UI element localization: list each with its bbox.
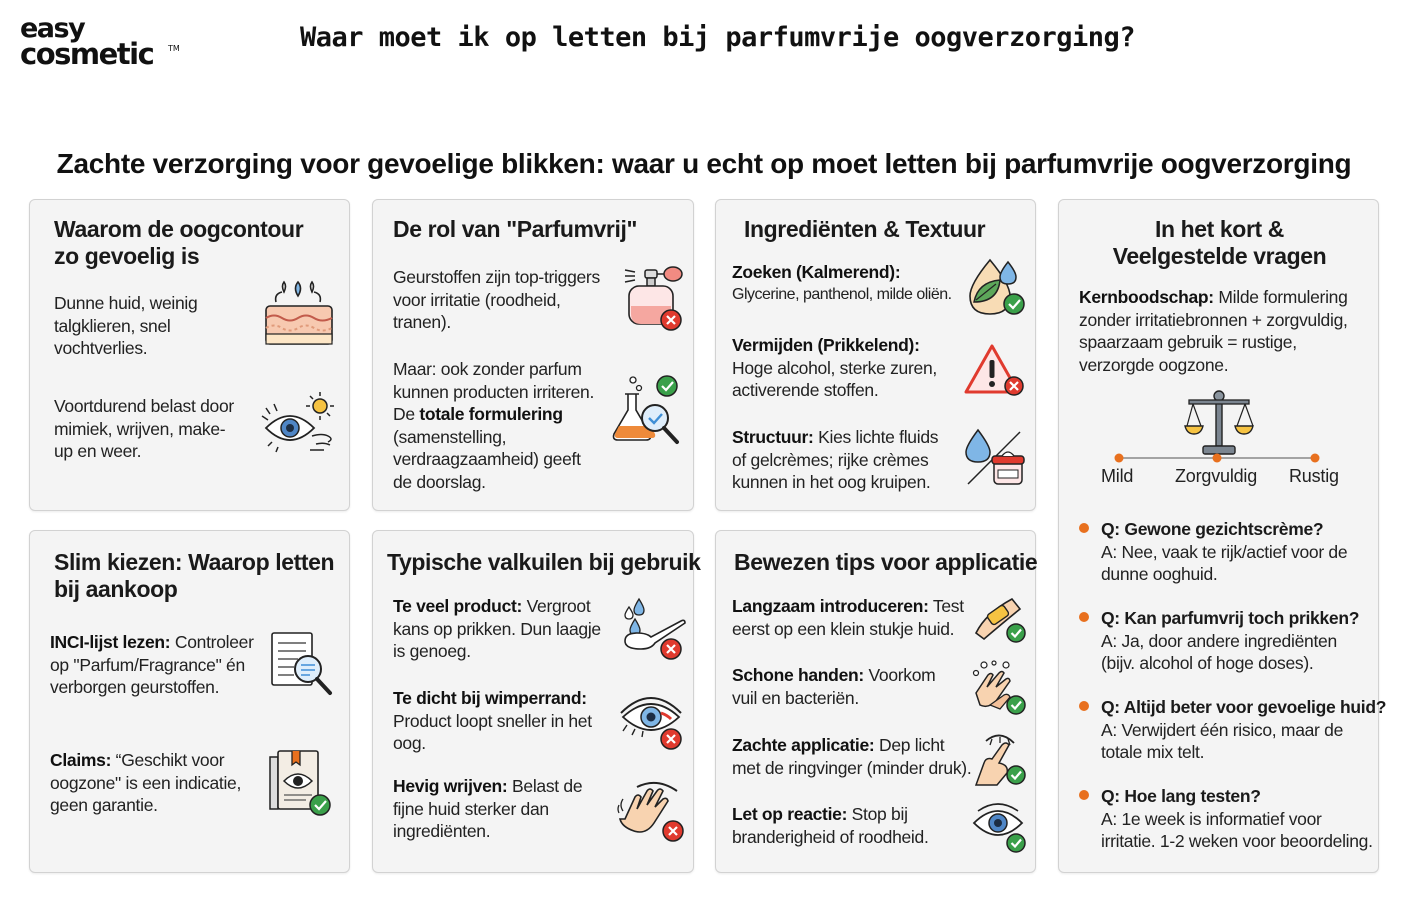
text-line: oogzone" is een indicatie, <box>50 772 242 793</box>
text-line: eerst op een klein stukje huid. <box>732 618 955 639</box>
text-line <box>732 664 982 687</box>
text-line: verzorgde oogzone. <box>1079 354 1229 375</box>
faq-item <box>1079 696 1387 766</box>
warning-triangle-icon <box>964 342 1028 400</box>
card-tips-reaction <box>732 803 982 848</box>
scale-label-rustig: Rustig <box>1289 466 1339 486</box>
scale-label-zorgvuldig: Zorgvuldig <box>1175 466 1258 486</box>
text-line: verborgen geurstoffen. <box>50 677 220 697</box>
text-emphasis: Langzaam introduceren: <box>732 596 929 616</box>
text-line: ingrediënten. <box>393 821 491 841</box>
finger-dab-icon <box>970 729 1030 789</box>
text-emphasis: INCI-lijst lezen: <box>50 632 171 652</box>
eye-lashline-icon <box>617 689 687 755</box>
card-rol-text-1 <box>393 266 623 334</box>
card-rol-title: De rol van "Parfumvrij" <box>393 216 637 242</box>
text-line: spaarzaam gebruik = rustige, <box>1079 332 1297 352</box>
drop-cream-jar-icon <box>964 428 1028 490</box>
faq-question: Q: Kan parfumvrij toch prikken? <box>1101 608 1360 628</box>
faq-bullet <box>1079 701 1089 711</box>
card-valkuilen-too-much <box>393 595 623 663</box>
card-valkuilen-title: Typische valkuilen bij gebruik <box>387 549 701 575</box>
text-line: zonder irritatiebronnen + zorgvuldig, <box>1079 309 1348 330</box>
text-line: Product loopt sneller in het <box>393 710 592 731</box>
card-tips-apply <box>732 734 992 779</box>
text-line: vochtverlies. <box>54 338 148 358</box>
text-line: voor irritatie (roodheid, <box>393 289 561 310</box>
card-tips-title: Bewezen tips voor applicatie <box>734 549 1038 575</box>
card-waarom-title-line2: zo gevoelig is <box>54 243 200 269</box>
text-line <box>732 734 992 757</box>
text-span: Test <box>928 596 964 616</box>
text-line: is genoeg. <box>393 641 471 661</box>
brand-logo <box>20 14 190 70</box>
card-waarom <box>29 199 350 511</box>
text-line <box>393 595 623 618</box>
card-valkuilen-lashline <box>393 687 623 755</box>
text-line: geen garantie. <box>50 795 158 815</box>
text-line: Dunne huid, weinig <box>54 293 198 313</box>
scale-label-mild: Mild <box>1101 466 1134 486</box>
text-span: Belast de <box>507 776 583 796</box>
patch-test-icon <box>972 589 1030 647</box>
card-valkuilen <box>372 530 701 873</box>
text-span: De <box>393 404 420 424</box>
text-line: talgklieren, snel <box>54 315 171 336</box>
card-waarom-title <box>54 216 344 270</box>
faq-item <box>1079 607 1379 677</box>
text-line: kunnen in het oog kruipen. <box>732 472 931 492</box>
eye-sun-wind-icon <box>260 388 340 460</box>
text-span: Vergroot <box>522 596 591 616</box>
text-emphasis: Let op reactie: <box>732 804 848 824</box>
text-line: dunne ooghuid. <box>1101 564 1218 584</box>
mild-scale <box>1099 448 1339 488</box>
spatula-drops-icon <box>621 597 687 663</box>
text-line <box>50 749 270 772</box>
text-emphasis: Zoeken (Kalmerend): <box>732 262 901 282</box>
text-line: kunnen producten irriteren. <box>393 381 595 402</box>
text-span: Kies lichte fluids <box>813 427 939 447</box>
card-waarom-title-line1: Waarom de oogcontour <box>54 216 304 242</box>
text-line: totale mix telt. <box>1101 742 1205 762</box>
skin-layers-icon <box>262 278 337 350</box>
text-line: branderigheid of roodheid. <box>732 826 929 847</box>
text-emphasis: Zachte applicatie: <box>732 735 875 755</box>
text-line: activerende stoffen. <box>732 380 879 400</box>
text-line: (bijv. alcohol of hoge doses). <box>1101 653 1314 673</box>
faq-bullet <box>1079 612 1089 622</box>
text-line <box>732 334 972 357</box>
brand-logo-line1: easy <box>20 13 85 44</box>
text-line <box>50 631 270 654</box>
card-kiezen-title-line1: Slim kiezen: Waarop letten <box>54 549 335 575</box>
card-waarom-text-1 <box>54 292 254 360</box>
eye-package-icon <box>266 747 336 819</box>
text-line <box>393 687 623 710</box>
card-ingredienten-title: Ingrediënten & Textuur <box>744 216 986 242</box>
brand-trademark: TM <box>168 44 180 53</box>
perfume-bottle-icon <box>623 262 687 334</box>
card-waarom-text-2 <box>54 395 264 463</box>
text-line: Hoge alcohol, sterke zuren, <box>732 357 937 378</box>
text-line: A: Verwijdert één risico, maar de <box>1101 720 1344 740</box>
text-line: A: Ja, door andere ingrediënten <box>1101 631 1337 651</box>
text-line: of gelcrèmes; rijke crèmes <box>732 449 929 470</box>
text-emphasis: totale formulering <box>419 404 563 424</box>
text-line: mimiek, wrijven, make- <box>54 418 226 439</box>
text-line: Voortdurend belast door <box>54 396 234 416</box>
card-ingredienten-avoid <box>732 334 972 402</box>
text-line: kans op prikken. Dun laagje <box>393 618 601 639</box>
faq-question: Q: Hoe lang testen? <box>1101 786 1261 806</box>
card-kort <box>1058 199 1387 873</box>
text-line: vuil en bacteriën. <box>732 687 859 708</box>
text-line: (samenstelling, <box>393 426 507 447</box>
text-span: Voorkom <box>863 665 936 685</box>
text-span: Controleer <box>170 632 254 652</box>
text-line <box>732 803 982 826</box>
text-emphasis: Te dicht bij wimperrand: <box>393 688 587 708</box>
flask-magnifier-icon <box>611 374 687 450</box>
card-kiezen-title-line2: bij aankoop <box>54 576 178 602</box>
faq-item <box>1079 518 1379 588</box>
text-line: fijne huid sterker dan <box>393 798 549 819</box>
card-ingredienten-search <box>732 261 972 305</box>
faq-answer <box>1101 630 1391 674</box>
text-line: tranen). <box>393 312 451 332</box>
text-line <box>1079 286 1374 309</box>
text-span: Stop bij <box>847 804 908 824</box>
text-line <box>393 403 623 426</box>
text-line: Maar: ook zonder parfum <box>393 359 582 379</box>
text-line: A: Nee, vaak te rijk/actief voor de <box>1101 542 1348 562</box>
card-kort-title <box>1059 216 1380 270</box>
text-line: verdraagzaamheid) geeft <box>393 449 581 469</box>
text-line: de doorslag. <box>393 471 486 492</box>
card-rol-text-2 <box>393 358 623 493</box>
card-kiezen-claims <box>50 749 270 817</box>
faq-answer <box>1101 808 1391 852</box>
text-line: irritatie. 1-2 weken voor beoordeling. <box>1101 831 1373 851</box>
document-magnifier-icon <box>268 629 334 699</box>
text-line: Glycerine, panthenol, milde oliën. <box>732 285 952 303</box>
text-line <box>393 775 623 798</box>
washing-hands-icon <box>970 659 1030 719</box>
card-rol <box>372 199 694 511</box>
card-kiezen-inci <box>50 631 270 699</box>
text-emphasis: Schone handen: <box>732 665 864 685</box>
faq-question: Q: Altijd beter voor gevoelige huid? <box>1101 697 1387 717</box>
card-valkuilen-rubbing <box>393 775 623 843</box>
faq-item <box>1079 785 1379 855</box>
text-line: Geurstoffen zijn top-triggers <box>393 267 600 287</box>
text-line: op "Parfum/Fragrance" én <box>50 654 245 675</box>
text-emphasis: Vermijden (Prikkelend): <box>732 335 920 355</box>
text-line: oog. <box>393 733 426 753</box>
text-emphasis: Te veel product: <box>393 596 523 616</box>
page-title: Waar moet ik op letten bij parfumvrije oogverzorging? <box>300 22 1136 53</box>
page-subtitle: Zachte verzorging voor gevoelige blikken: waar u echt op moet letten bij parfumvrije oogverzorging <box>56 148 1352 179</box>
drop-leaf-icon <box>964 256 1026 318</box>
card-ingredienten <box>715 199 1036 511</box>
faq-question: Q: Gewone gezichtscrème? <box>1101 519 1324 539</box>
card-kiezen-title <box>54 549 344 603</box>
text-line: A: 1e week is informatief voor <box>1101 809 1322 829</box>
card-kort-title-line2: Veelgestelde vragen <box>1112 243 1327 269</box>
text-span: Milde formulering <box>1213 287 1348 307</box>
card-tips-introduce <box>732 595 982 640</box>
text-emphasis: Structuur: <box>732 427 814 447</box>
card-ingredienten-structure <box>732 426 972 494</box>
text-line: up en weer. <box>54 441 142 461</box>
text-span: Dep licht <box>874 735 945 755</box>
faq-bullet <box>1079 523 1089 533</box>
card-kort-core <box>1079 286 1374 376</box>
text-emphasis: Kernboodschap: <box>1079 287 1214 307</box>
card-tips <box>715 530 1036 873</box>
text-span: “Geschikt voor <box>111 750 225 770</box>
text-line <box>732 261 972 284</box>
text-line <box>732 595 982 618</box>
text-emphasis: Hevig wrijven: <box>393 776 508 796</box>
faq-bullet <box>1079 790 1089 800</box>
rubbing-hand-icon <box>617 779 687 845</box>
card-kort-title-line1: In het kort & <box>1155 216 1284 242</box>
card-kiezen <box>29 530 350 873</box>
text-line <box>732 426 972 449</box>
text-emphasis: Claims: <box>50 750 112 770</box>
card-tips-hands <box>732 664 982 709</box>
faq-answer <box>1101 541 1391 585</box>
brand-logo-line2: cosmetic <box>20 37 154 71</box>
eye-check-icon <box>970 801 1030 857</box>
text-line: met de ringvinger (minder druk). <box>732 757 972 778</box>
faq-answer <box>1101 719 1391 763</box>
